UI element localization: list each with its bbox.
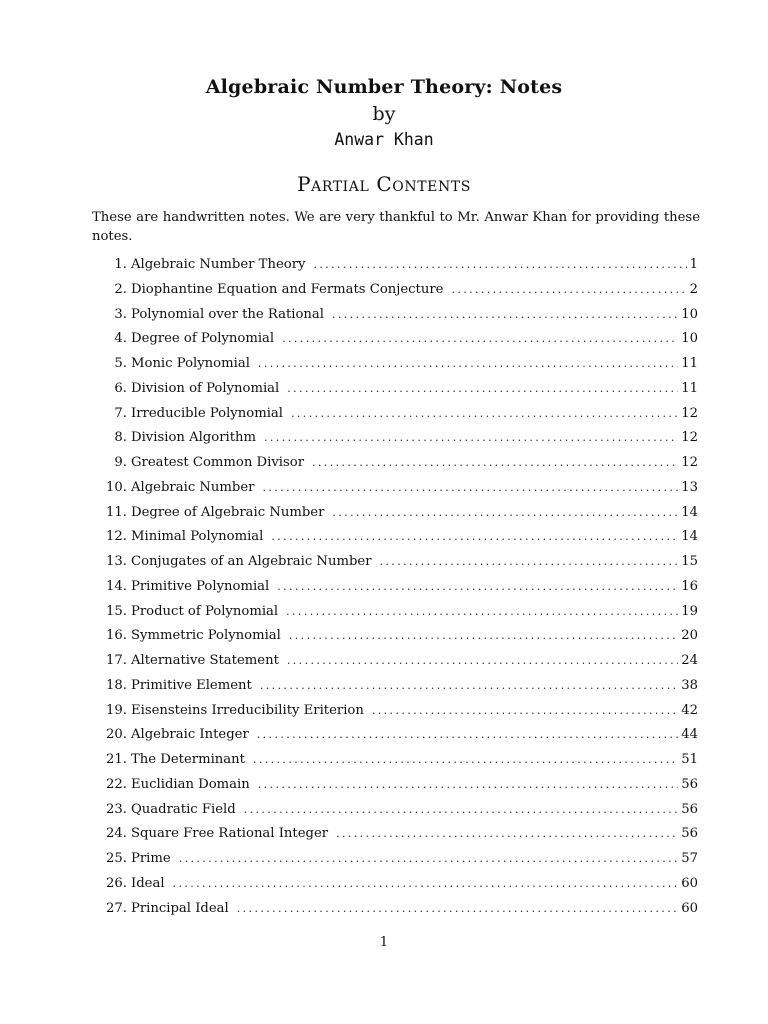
toc-entry-number: 11.: [106, 504, 127, 520]
toc-entry-title: Degree of Polynomial: [131, 331, 275, 347]
toc-entry-title: Ideal: [131, 875, 165, 891]
toc-entry-page: 56: [681, 826, 698, 842]
toc-entry-page: 14: [681, 529, 698, 545]
toc-entry: [92, 255, 698, 280]
toc-entry-number: 20.: [106, 727, 127, 743]
toc-entry-page: 56: [681, 801, 698, 817]
toc-entry-title: Algebraic Number: [131, 479, 255, 495]
toc-entry-page: 2: [689, 281, 698, 297]
toc-dot-leader: [253, 750, 678, 770]
toc-entry-page: 11: [681, 380, 698, 396]
toc-dot-leader: [173, 874, 679, 894]
toc-entry-page: 60: [681, 875, 698, 891]
toc-dot-leader: [244, 800, 679, 820]
toc-entry-number: 9.: [114, 455, 127, 470]
toc-dot-leader: [287, 651, 678, 671]
toc-entry-number: 27.: [106, 900, 127, 916]
toc-dot-leader: [336, 824, 678, 844]
toc-dot-leader: [332, 305, 678, 325]
toc-entry: [92, 527, 698, 552]
toc-entry-page: 12: [681, 405, 698, 421]
toc-entry-title: Conjugates of an Algebraic Number: [131, 554, 372, 569]
toc-entry-page: 12: [681, 455, 698, 470]
toc-entry-page: 19: [681, 603, 698, 619]
toc-entry-title: Euclidian Domain: [131, 776, 250, 792]
toc-entry: [92, 775, 698, 800]
toc-entry-number: 21.: [106, 752, 127, 767]
toc-entry-number: 17.: [106, 653, 127, 668]
toc-entry: [92, 428, 698, 453]
toc-dot-leader: [258, 775, 678, 795]
toc-entry: [92, 552, 698, 577]
toc-entry-page: 20: [681, 628, 698, 644]
toc-entry-number: 6.: [114, 380, 127, 396]
intro-paragraph: These are handwritten notes. We are very thankful to Mr. Anwar Khan for providing these notes.: [92, 210, 700, 244]
toc-entry-number: 10.: [106, 479, 127, 495]
toc-dot-leader: [257, 725, 678, 745]
toc-entry: [92, 800, 698, 825]
toc-entry: [92, 874, 698, 899]
toc-dot-leader: [380, 552, 679, 572]
toc-entry-number: 4.: [114, 331, 127, 347]
toc-dot-leader: [260, 676, 678, 696]
toc-entry-title: Eisensteins Irreducibility Eriterion: [131, 702, 364, 718]
toc-entry-page: 44: [681, 727, 698, 743]
section-heading: Partial Contents: [297, 172, 471, 196]
toc-dot-leader: [277, 577, 678, 597]
toc-entry: [92, 750, 698, 775]
toc-entry-number: 12.: [106, 529, 127, 545]
toc-entry-number: 19.: [106, 702, 127, 718]
toc-entry: [92, 453, 698, 478]
toc-dot-leader: [286, 602, 678, 622]
toc-entry: [92, 478, 698, 503]
toc-entry-title: Minimal Polynomial: [131, 529, 264, 545]
toc-dot-leader: [271, 527, 678, 547]
toc-entry-number: 23.: [106, 801, 127, 817]
toc-entry-number: 2.: [114, 281, 127, 297]
toc-entry-title: Square Free Rational Integer: [131, 826, 329, 842]
toc-entry-page: 42: [681, 702, 698, 718]
toc-entry-number: 16.: [106, 628, 127, 644]
toc-dot-leader: [237, 899, 678, 919]
toc-entry: [92, 503, 698, 528]
toc-entry-number: 13.: [106, 554, 127, 569]
toc-entry: [92, 701, 698, 726]
toc-entry-number: 26.: [106, 875, 127, 891]
toc-entry-page: 11: [681, 356, 698, 371]
toc-entry-title: The Determinant: [131, 752, 245, 767]
toc-entry-title: Product of Polynomial: [131, 603, 279, 619]
toc-entry-number: 7.: [114, 405, 127, 421]
toc-entry-number: 5.: [114, 356, 127, 371]
toc-entry-page: 14: [681, 504, 698, 520]
toc-entry-number: 3.: [114, 306, 127, 322]
toc-entry: [92, 280, 698, 305]
toc-entry-number: 15.: [106, 603, 127, 619]
toc-dot-leader: [372, 701, 678, 721]
toc-dot-leader: [179, 849, 679, 869]
author-name: Anwar Khan: [334, 130, 434, 149]
toc-entry-page: 15: [681, 554, 698, 569]
toc-entry-title: Division of Polynomial: [131, 380, 280, 396]
toc-entry-page: 38: [681, 677, 698, 693]
toc-entry: [92, 602, 698, 627]
toc-entry-title: Quadratic Field: [131, 801, 236, 817]
toc-entry: [92, 725, 698, 750]
toc-entry-title: Primitive Element: [131, 677, 252, 693]
toc-dot-leader: [291, 404, 678, 424]
toc-entry-title: Greatest Common Divisor: [131, 455, 305, 470]
toc-entry-page: 60: [681, 900, 698, 916]
toc-entry: [92, 899, 698, 924]
toc-entry-page: 56: [681, 776, 698, 792]
toc-entry: [92, 379, 698, 404]
toc-entry-title: Polynomial over the Rational: [131, 306, 324, 322]
toc-entry: [92, 676, 698, 701]
toc-entry-number: 14.: [106, 578, 127, 594]
toc-dot-leader: [451, 280, 686, 300]
toc-entry-number: 18.: [106, 677, 127, 693]
toc-entry-title: Primitive Polynomial: [131, 578, 270, 594]
toc-dot-leader: [262, 478, 678, 498]
toc-dot-leader: [313, 255, 686, 275]
toc-dot-leader: [258, 354, 678, 374]
toc-entry: [92, 626, 698, 651]
toc-entry-title: Prime: [131, 851, 171, 866]
toc-entry-page: 1: [689, 257, 698, 272]
toc-entry: [92, 305, 698, 330]
document-title: Algebraic Number Theory: Notes: [205, 76, 563, 98]
toc-dot-leader: [282, 329, 678, 349]
toc-entry: [92, 824, 698, 849]
toc-entry-page: 57: [681, 851, 698, 866]
toc-entry-title: Principal Ideal: [131, 900, 229, 916]
toc-entry-number: 8.: [114, 430, 127, 446]
toc-entry-page: 24: [681, 653, 698, 668]
toc-dot-leader: [264, 428, 678, 448]
toc-entry-title: Symmetric Polynomial: [131, 628, 281, 644]
table-of-contents: [92, 255, 698, 923]
toc-entry-title: Division Algorithm: [131, 430, 257, 446]
toc-entry: [92, 354, 698, 379]
toc-entry: [92, 849, 698, 874]
toc-entry-page: 13: [681, 479, 698, 495]
toc-entry: [92, 404, 698, 429]
toc-entry-title: Degree of Algebraic Number: [131, 504, 325, 520]
toc-entry: [92, 651, 698, 676]
toc-entry-page: 16: [681, 578, 698, 594]
toc-dot-leader: [287, 379, 678, 399]
toc-entry-title: Algebraic Number Theory: [131, 257, 306, 272]
toc-entry: [92, 577, 698, 602]
toc-entry-title: Alternative Statement: [131, 653, 279, 668]
toc-dot-leader: [289, 626, 678, 646]
toc-entry-number: 1.: [114, 257, 127, 272]
byline-by: by: [372, 103, 396, 125]
toc-entry-page: 12: [681, 430, 698, 446]
toc-entry-number: 25.: [106, 851, 127, 866]
toc-entry-title: Irreducible Polynomial: [131, 405, 283, 421]
toc-entry-page: 51: [681, 752, 698, 767]
toc-dot-leader: [332, 503, 678, 523]
toc-dot-leader: [312, 453, 678, 473]
page-number: 1: [379, 935, 389, 950]
toc-entry-title: Diophantine Equation and Fermats Conjecture: [131, 281, 444, 297]
toc-entry-title: Algebraic Integer: [131, 727, 249, 743]
toc-entry-number: 24.: [106, 826, 127, 842]
toc-entry: [92, 329, 698, 354]
toc-entry-number: 22.: [106, 776, 127, 792]
toc-entry-title: Monic Polynomial: [131, 356, 250, 371]
toc-entry-page: 10: [681, 331, 698, 347]
toc-entry-page: 10: [681, 306, 698, 322]
